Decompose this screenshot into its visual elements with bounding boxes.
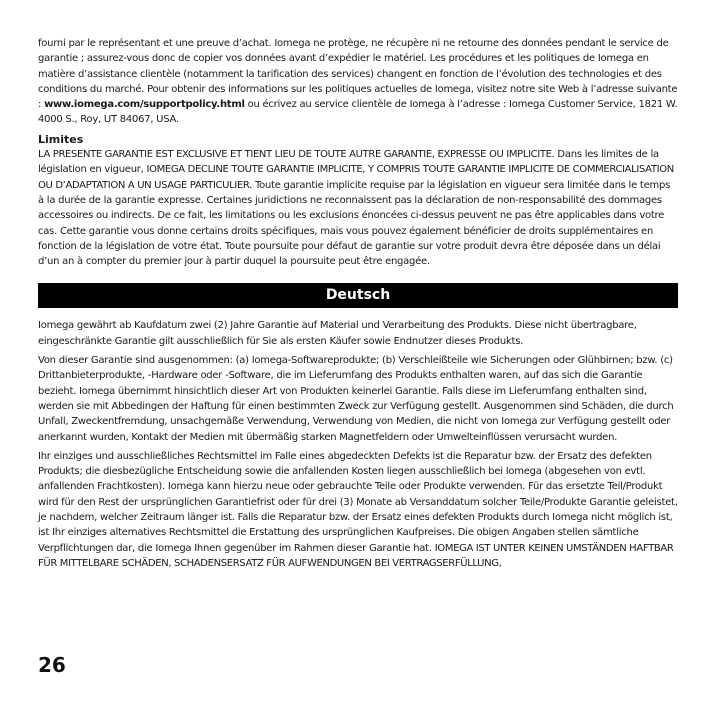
limits-paragraph	[38, 147, 678, 269]
section-title-bar	[38, 283, 678, 308]
german-paragraph-3-caps: IOMEGA IST UNTER KEINEN UMSTÄNDEN HAFTBAR FÜR MITTELBARE SCHÄDEN, SCHADENSERSATZ FÜR AUFWENDUNGEN BEI VERTRAGSERFÜLLUNG,	[38, 542, 674, 569]
page-number: 26	[38, 653, 66, 677]
limits-caps-text: LA PRESENTE GARANTIE EST EXCLUSIVE ET TIENT LIEU DE TOUTE AUTRE GARANTIE, EXPRESSE OU IMPLICITE.	[38, 149, 555, 161]
support-policy-link[interactable]: www.iomega.com/supportpolicy.html	[44, 99, 245, 111]
section-title: Deutsch	[325, 287, 391, 304]
french-intro-text: fourni par le représentant et une preuve d’achat. Iomega ne protège, ne récupère ni ne retourne des données pendant le service de garantie ; assurez-vous donc de copier vos données avant d’expédier le matériel. Les procédures et les politiques de Iomega en matière d’assistance clientèle (notamment la tarification des services) changent en fonction de l’évolution des technologies et des conditions du marché. Pour obtenir des informations sur les politiques actuelles de Iomega, visitez notre site Web à l’adresse suivante :	[38, 38, 678, 111]
german-paragraph-3-text: Ihr einziges und ausschließliches Rechtsmittel im Falle eines abgedeckten Defekts ist die Reparatur bzw. der Ersatz des defekten Produkts; die diesbezügliche Entscheidung sowie die anfallenden Kosten liegen ausschließlich bei Iomega (abgesehen von evtl. anfallenden Frachtkosten). Iomega kann hierzu neue oder gebrauchte Teile oder Produkte verwenden. Für das ersetzte Teil/Produkt wird für den Rest der ursprünglichen Garantiefrist oder für drei (3) Monate ab Versanddatum solcher Teile/Produkte Garantie geleistet, je nachdem, welcher Zeitraum länger ist. Falls die Reparatur bzw. der Ersatz eines defekten Produkts durch Iomega nicht möglich ist, ist Ihr einziges alternatives Rechtsmittel die Erstattung des ursprünglichen Kaufpreises. Die obigen Angaben stellen sämtliche Verpflichtungen dar, die Iomega Ihnen gegenüber im Rahmen dieser Garantie hat.	[38, 450, 678, 554]
document-page	[38, 36, 678, 571]
french-intro-paragraph	[38, 36, 678, 128]
french-intro-text-end: ou écrivez au service clientèle de Iomega à l’adresse : Iomega Customer Service, 1821 W. 4000 S., Roy, UT 84067, USA.	[38, 99, 678, 126]
limits-rest-text: Toute garantie implicite requise par la législation en vigueur sera limitée dans le temps à la durée de la garantie expresse. Certaines juridictions ne reconnaissent pas la déclaration de non-responsabilité des dommages accessoires ou indirects. De ce fait, les limitations ou les exclusions énoncées ci-dessus peuvent ne pas être applicables dans votre cas. Cette garantie vous donne certains droits spécifiques, mais vous pouvez également bénéficier de droits supplémentaires en fonction de la législation de votre état. Toute poursuite pour défaut de garantie sur votre produit devra être déposée dans un délai d’un an à compter du premier jour à partir duquel la poursuite peut être engagée.	[38, 179, 671, 268]
german-paragraph-1: Iomega gewährt ab Kaufdatum zwei (2) Jahre Garantie auf Material und Verarbeitung des Produkts. Diese nicht übertragbare, eingeschränkte Garantie gilt ausschließlich für Sie als ersten Käufer sowie Endnutzer dieses Produkts.	[38, 320, 637, 347]
german-paragraph-3	[38, 449, 678, 571]
german-paragraph-2: Von dieser Garantie sind ausgenommen: (a) Iomega-Softwareprodukte; (b) Verschleißteile wie Sicherungen oder Glühbirnen; bzw. (c) Drittanbieterprodukte, -Hardware oder -Software, die im Lieferumfang des Produkts enthalten waren, auf das sich die Garantie bezieht. Iomega übernimmt hinsichtlich dieser Art von Produkten keinerlei Garantie. Falls diese im Lieferumfang enthalten sind, werden sie mit Abbedingen der Haftung für einen bestimmten Zweck zur Verfügung gestellt. Ausgenommen sind Schäden, die durch Unfall, Zweckentfremdung, unsachgemäße Verwendung, Verwendung von Medien, die nicht von Iomega zur Verfügung gestellt oder anerkannt wurden, Kontakt der Medien mit übermäßig starken Magnetfeldern oder Umwelteinflüssen verursacht wurden.	[38, 355, 674, 443]
limits-caps-text-2: IOMEGA DECLINE TOUTE GARANTIE IMPLICITE, Y COMPRIS TOUTE GARANTIE IMPLICITE DE COMMERCIALISATION OU D’ADAPTATION A UN USAGE PARTICULIER.	[38, 164, 674, 191]
limits-mid-text: Dans les limites de la législation en vigueur,	[38, 149, 659, 176]
limits-heading: Limites	[38, 132, 84, 146]
